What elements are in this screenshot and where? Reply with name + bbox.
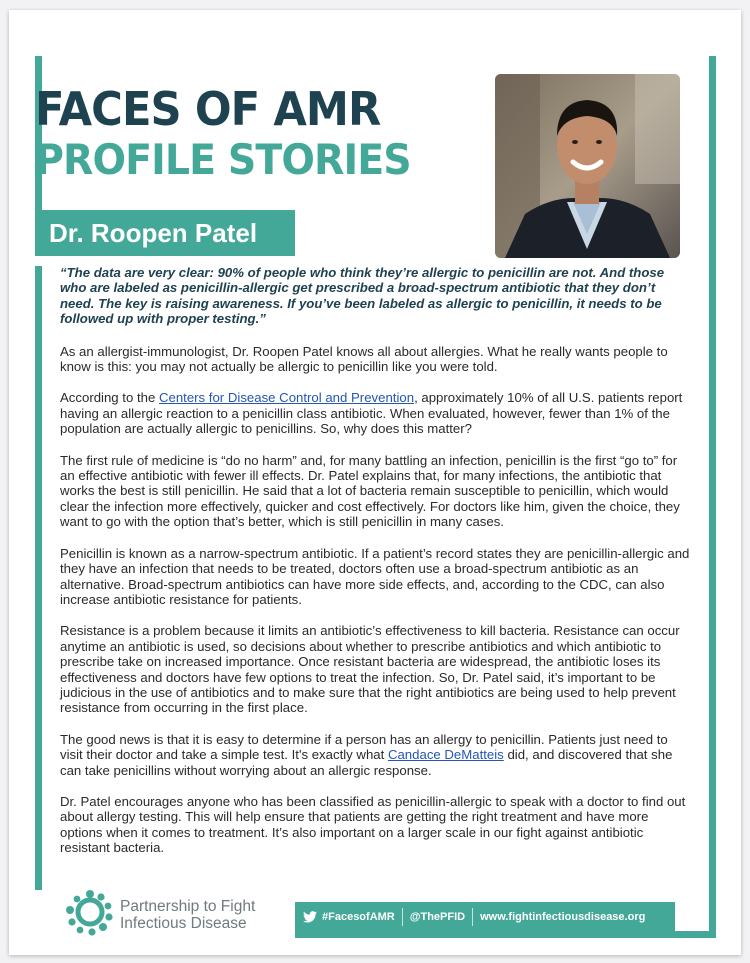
paragraph-2: [60, 390, 692, 436]
paragraph-5: Resistance is a problem because it limits an antibiotic’s effectiveness to kill bacteria. Resistance can occur anytime an antibiotic is used, so decisions about whether to prescribe antibiotics and which antibiotic to prescribe take on increased importance. Once resistant bacteria are widespread, the antibiotic loses its effectiveness and doctors have few options to treat the infection. So, Dr. Patel said, it’s important to be judicious in the use of antibiotics and to make sure that the right antibiotics are being used to help prevent resistance from occurring in the first place.: [60, 623, 680, 716]
pfid-logo-icon: [64, 888, 116, 936]
twitter-bird-icon: [303, 911, 317, 923]
footer-divider: [472, 908, 473, 926]
title-profile-stories: PROFILE STORIES: [35, 135, 411, 184]
candace-dematteis-link[interactable]: Candace DeMatteis: [387, 747, 504, 763]
logo-line-1: Partnership to Fight: [120, 898, 256, 915]
portrait-photo-icon: [495, 74, 680, 258]
footer-divider: [402, 908, 403, 926]
paragraph-6-end: did, and discovered that she can take penicillins without worrying about an allergic response.: [60, 747, 673, 778]
title-faces-of-amr: FACES OF AMR: [35, 82, 381, 136]
profile-name-bar: [35, 210, 295, 256]
paragraph-1: As an allergist-immunologist, Dr. Roopen Patel knows all about allergies. What he really wants people to know is this: you may not actually be allergic to penicillin like you were told.: [60, 343, 668, 375]
paragraph-7: Dr. Patel encourages anyone who has been classified as penicillin-allergic to speak with a doctor to find out about allergy testing. This will help ensure that patients are getting the right treatment and have more options when it comes to treatment. It’s also important on a larger scale in our fight against antibiotic resistant bacteria.: [60, 793, 686, 856]
logo-line-2: Infectious Disease: [120, 915, 247, 932]
frame-top-cover: [35, 42, 716, 56]
paragraph-6: [60, 732, 692, 778]
paragraph-2-start: According to the: [60, 390, 159, 406]
paragraph-4: Penicillin is known as a narrow-spectrum antibiotic. If a patient’s record states they are penicillin-allergic and they have an infection that needs to be treated, doctors often use a broad-spectrum antibiotic as an alternative. Broad-spectrum antibiotics can have more side effects, and, according to the CDC, can also increase antibiotic resistance for patients.: [60, 545, 690, 607]
paragraph-6-start: The good news is that it is easy to determine if a person has an allergy to penicillin. Patients just need to visit their doctor and take a simple test. It's exactly what: [60, 731, 668, 763]
pfid-logo-text: [120, 898, 255, 932]
website-link[interactable]: www.fightinfectiousdisease.org: [480, 911, 646, 923]
paragraph-2-end: , approximately 10% of all U.S. patients report having an allergic reaction to a penicillin class antibiotic. When evaluated, however, fewer than 1% of the population are actually allergic to penicillins. So, why does this matter?: [60, 390, 683, 437]
hashtag-link[interactable]: #FacesofAMR: [322, 911, 395, 923]
profile-name: Dr. Roopen Patel: [49, 218, 258, 248]
cdc-link[interactable]: Centers for Disease Control and Prevention: [158, 390, 415, 406]
paragraph-3: The first rule of medicine is “do no harm” and, for many battling an infection, penicillin is the first “go to” for an effective antibiotic with fewer ill effects. Dr. Patel explains that, for many infections, the antibiotic that works the best is still penicillin. He said that a lot of bacteria remain susceptible to penicillin, which would clear the infection more effectively, quicker and cost effectively. For doctors like him, given the choice, they want to go with the option that’s better, which is still penicillin in many cases.: [60, 452, 680, 530]
footer-bar: [295, 902, 675, 932]
article-body: [60, 265, 692, 872]
twitter-handle-link[interactable]: @ThePFID: [409, 911, 466, 923]
pull-quote: “The data are very clear: 90% of people who think they’re allergic to penicillin are not. And those who are labeled as penicillin-allergic get prescribed a broad-spectrum antibiotic that they don’t need. The key is raising awareness. If you’ve been labeled as allergic to penicillin, it needs to be followed up with proper testing.”: [60, 265, 665, 327]
